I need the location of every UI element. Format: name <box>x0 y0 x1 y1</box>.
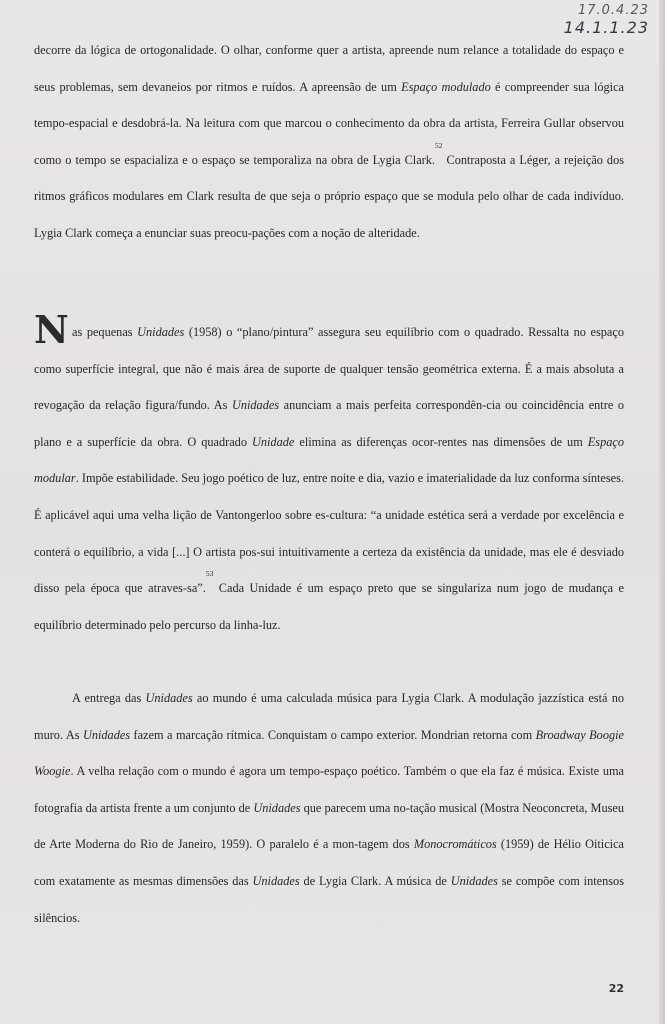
text-run: Contraposta a Léger, a rejeição dos ritmos gráficos modulares em Clark resulta de que seja o próprio espaço que se modula pelo olhar de cada indivíduo. Lygia Clark começa a enunciar suas preocu-pações com a noção de alteridade. <box>34 152 624 240</box>
text-run: ao mundo é uma calculada música para Lygia Clark. A modulação jazzística está no muro. As <box>34 691 624 742</box>
annotation-line-1: 17.0.4.23 <box>577 3 649 18</box>
text-run: fazem a marcação rítmica. Conquistam o campo exterior. Mondrian retorna com <box>130 727 536 742</box>
text-run: de Lygia Clark. A música de <box>299 873 451 888</box>
drop-cap: N <box>34 314 69 346</box>
italic-term: Unidades <box>82 727 131 742</box>
text-run: que parecem uma no-tação musical (Mostra Neoconcreta, Museu de Arte Moderna do Rio de Janeiro, 1959). O paralelo é a mon-tagem dos <box>34 800 624 852</box>
italic-term: Espaço modulado <box>401 79 491 94</box>
italic-term: Unidade <box>251 434 295 449</box>
annotation-line-2: 14.1.1.23 <box>563 18 649 37</box>
text-run: decorre da lógica de ortogonalidade. O olhar, conforme quer a artista, apreende num relance a totalidade do espaço e seus problemas, sem devaneios por ritmos e ruídos. A apreensão de um <box>34 43 624 94</box>
italic-term: Unidades <box>253 800 301 815</box>
italic-term: Monocromáticos <box>413 837 497 852</box>
text-run: anunciam a mais perfeita correspondên-cia ou coincidência entre o plano e a superfície da obra. O quadrado <box>34 398 624 449</box>
page-number: 22 <box>608 982 624 995</box>
text-run: é compreender sua lógica tempo-espacial e desdobrá-la. Na leitura com que marcou o conhecimento da obra da artista, Ferreira Gullar observou como o tempo se espacializa e o espaço se temporaliza na obra de Lygia Clark. <box>34 79 624 167</box>
handwritten-annotation <box>564 2 649 36</box>
text-run: . Impõe estabilidade. Seu jogo poético de luz, entre noite e dia, vazio e imaterialidade da luz conforma sínteses. É aplicável aqui uma velha lição de Vantongerloo sobre es-cultura: “a unidade estética será a verdade por excelência e conterá o equilíbrio, a vida [...] O artista pos-sui intuitivamente a certeza da existência da unidade, mas ele é desviado disso pela época que atraves-sa”. <box>34 471 624 596</box>
footnote-ref: 53 <box>205 569 214 579</box>
italic-term: Unidades <box>137 325 185 339</box>
footnote-ref: 52 <box>435 140 443 150</box>
italic-term: Broadway Boogie Woogie <box>34 727 624 779</box>
page-edge <box>659 0 665 1024</box>
text-run: . A velha relação com o mundo é agora um tempo-espaço poético. Também o que ela faz é música. Existe uma fotografia da artista frente a um conjunto de <box>34 764 624 815</box>
paragraph-2 <box>34 314 624 643</box>
paragraph-3 <box>34 680 624 936</box>
italic-term: Unidades <box>450 873 498 888</box>
text-run: (1958) o “plano/pintura” assegura seu equilíbrio com o quadrado. Ressalta no espaço como superfície integral, que não é mais área de suporte de qualquer tensão geométrica externa. É a mais absoluta a revogação da relação figura/fundo. As <box>34 325 624 413</box>
italic-term: Unidades <box>231 398 280 413</box>
text-run: A entrega das <box>72 691 146 705</box>
text-run: Cada Unidade é um espaço preto que se singulariza num jogo de mudança e equilíbrio determinado pelo percurso da linha-luz. <box>34 581 624 632</box>
text-run: as pequenas <box>72 325 138 339</box>
italic-term: Unidades <box>252 873 300 888</box>
text-run: (1959) de Hélio Oiticica com exatamente as mesmas dimensões das <box>34 837 624 888</box>
italic-term: Unidades <box>145 691 193 705</box>
italic-term: Espaço modular <box>34 434 624 486</box>
text-run: se compõe com intensos silêncios. <box>34 873 624 925</box>
paragraph-1 <box>34 32 624 252</box>
text-run: elimina as diferenças ocor-rentes nas dimensões de um <box>294 434 588 449</box>
